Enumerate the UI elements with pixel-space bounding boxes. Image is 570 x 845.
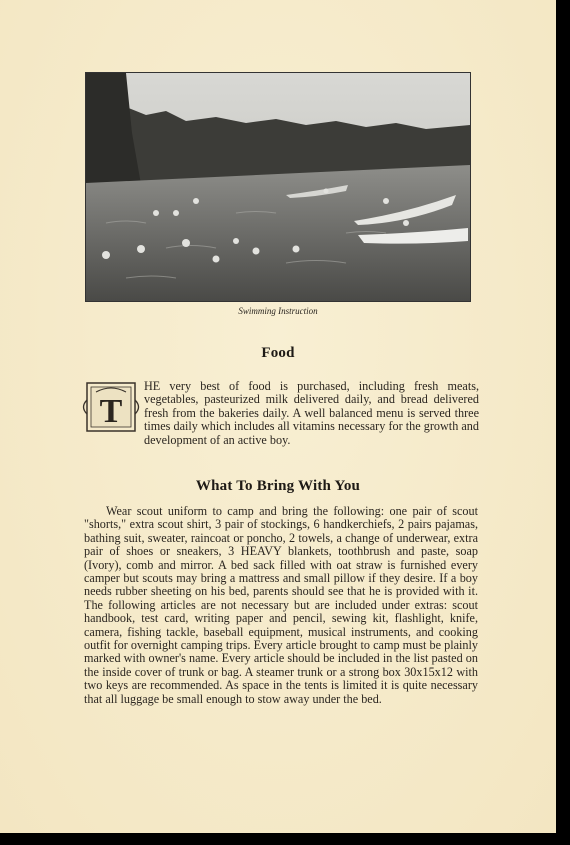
- food-paragraph: [84, 380, 479, 447]
- dropcap-ornament-icon: [82, 380, 140, 434]
- food-body-text: HE very best of food is purchased, including fresh meats, vegetables, pasteurized milk delivered daily, and bread delivered fresh from the bakeries daily. A well balanced menu is served three times daily which includes all vitamins necessary for the growth and development of an active boy.: [144, 379, 479, 447]
- bring-heading: What To Bring With You: [195, 478, 361, 494]
- bring-paragraph: Wear scout uniform to camp and bring the following: one pair of scout "shorts," extra scout shirt, 3 pair of stockings, 6 handkerchiefs, 2 pairs pajamas, bathing suit, sweater, raincoat or poncho, 2 towels, a change of underwear, extra pair of shoes or sneakers, 3 HEAVY blankets, toothbrush and paste, soap (Ivory), comb and mirror. A bed sack filled with oat straw is furnished every camper but scouts may bring a mattress and small pillow if they desire. If a boy needs rubber sheeting on his bed, parents should see that he is provided with it. The following articles are not necessary but are included under extras: scout handbook, test card, writing paper and pencil, sewing kit, flashlight, knife, camera, fishing tackle, baseball equipment, musical instruments, and cooking outfit for overnight camping trips. Every article brought to camp must be plainly marked with owner's name. Every article should be included in the list pasted on the inside cover of trunk or bag. A steamer trunk or a strong box 30x15x12 with two keys are recommended. As space in the tents is limited it is quite necessary that all luggage be small enough to stow away under the bed.: [84, 504, 478, 706]
- dropcap-letter: T: [99, 393, 123, 430]
- photo-caption: Swimming Instruction: [238, 306, 318, 316]
- swimming-photo: [85, 72, 471, 302]
- food-heading: Food: [261, 345, 295, 361]
